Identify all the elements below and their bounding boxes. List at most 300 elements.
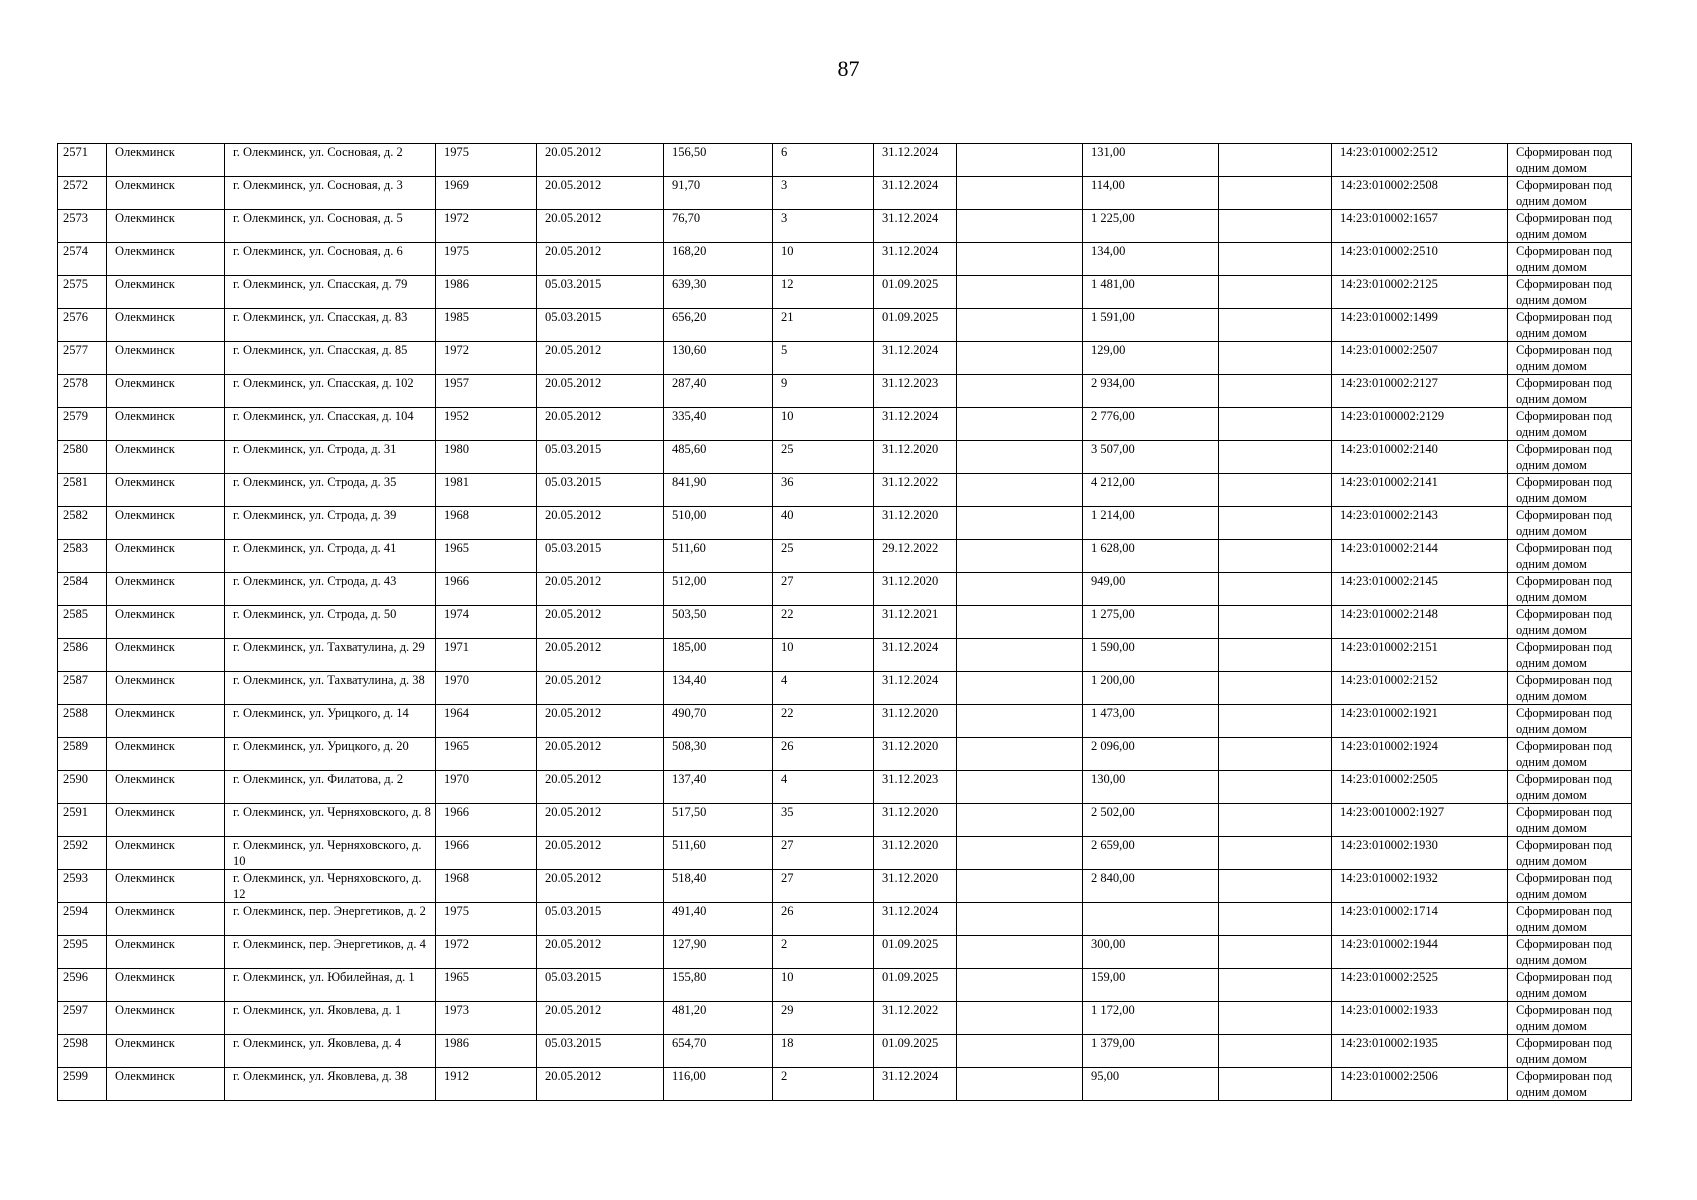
inclusion-date-cell: 20.05.2012 xyxy=(537,210,664,243)
inclusion-date-cell: 20.05.2012 xyxy=(537,870,664,903)
area-cell: 503,50 xyxy=(664,606,773,639)
locality-cell: Олекминск xyxy=(107,309,225,342)
residents-cell: 2 xyxy=(773,936,874,969)
construction-year-cell: 1980 xyxy=(436,441,537,474)
locality-cell: Олекминск xyxy=(107,771,225,804)
locality-cell: Олекминск xyxy=(107,408,225,441)
construction-year-cell: 1964 xyxy=(436,705,537,738)
residents-cell: 27 xyxy=(773,573,874,606)
locality-cell: Олекминск xyxy=(107,705,225,738)
table-row xyxy=(58,309,1632,342)
blank-cell-2 xyxy=(1219,936,1332,969)
table-row xyxy=(58,639,1632,672)
blank-cell xyxy=(957,408,1083,441)
deadline-date-cell: 31.12.2024 xyxy=(874,672,957,705)
row-number-cell: 2590 xyxy=(58,771,107,804)
inclusion-date-cell: 20.05.2012 xyxy=(537,408,664,441)
page-number: 87 xyxy=(837,56,860,81)
residents-cell: 5 xyxy=(773,342,874,375)
cadastral-number-cell: 14:23:010002:2512 xyxy=(1332,144,1508,177)
deadline-date-cell: 31.12.2021 xyxy=(874,606,957,639)
land-area-cell: 1 214,00 xyxy=(1083,507,1219,540)
land-status-cell: Сформирован под одним домом xyxy=(1508,441,1632,474)
locality-cell: Олекминск xyxy=(107,276,225,309)
inclusion-date-cell: 20.05.2012 xyxy=(537,177,664,210)
blank-cell-2 xyxy=(1219,144,1332,177)
residents-cell: 4 xyxy=(773,672,874,705)
address-cell: г. Олекминск, ул. Яковлева, д. 38 xyxy=(225,1068,436,1101)
inclusion-date-cell: 05.03.2015 xyxy=(537,276,664,309)
cadastral-number-cell: 14:23:0010002:1927 xyxy=(1332,804,1508,837)
construction-year-cell: 1912 xyxy=(436,1068,537,1101)
address-cell: г. Олекминск, ул. Строда, д. 50 xyxy=(225,606,436,639)
locality-cell: Олекминск xyxy=(107,441,225,474)
land-area-cell: 3 507,00 xyxy=(1083,441,1219,474)
residents-cell: 3 xyxy=(773,210,874,243)
locality-cell: Олекминск xyxy=(107,606,225,639)
cadastral-number-cell: 14:23:010002:1933 xyxy=(1332,1002,1508,1035)
land-area-cell: 4 212,00 xyxy=(1083,474,1219,507)
land-area-cell: 1 275,00 xyxy=(1083,606,1219,639)
area-cell: 485,60 xyxy=(664,441,773,474)
locality-cell: Олекминск xyxy=(107,639,225,672)
area-cell: 116,00 xyxy=(664,1068,773,1101)
deadline-date-cell: 31.12.2024 xyxy=(874,177,957,210)
address-cell: г. Олекминск, ул. Урицкого, д. 14 xyxy=(225,705,436,738)
area-cell: 168,20 xyxy=(664,243,773,276)
area-cell: 491,40 xyxy=(664,903,773,936)
land-status-cell: Сформирован под одним домом xyxy=(1508,573,1632,606)
area-cell: 654,70 xyxy=(664,1035,773,1068)
deadline-date-cell: 31.12.2020 xyxy=(874,705,957,738)
row-number-cell: 2599 xyxy=(58,1068,107,1101)
area-cell: 518,40 xyxy=(664,870,773,903)
blank-cell xyxy=(957,342,1083,375)
cadastral-number-cell: 14:23:010002:2143 xyxy=(1332,507,1508,540)
blank-cell xyxy=(957,507,1083,540)
blank-cell-2 xyxy=(1219,276,1332,309)
land-status-cell: Сформирован под одним домом xyxy=(1508,903,1632,936)
deadline-date-cell: 31.12.2024 xyxy=(874,210,957,243)
inclusion-date-cell: 20.05.2012 xyxy=(537,672,664,705)
address-cell: г. Олекминск, ул. Яковлева, д. 1 xyxy=(225,1002,436,1035)
land-status-cell: Сформирован под одним домом xyxy=(1508,177,1632,210)
inclusion-date-cell: 05.03.2015 xyxy=(537,969,664,1002)
locality-cell: Олекминск xyxy=(107,375,225,408)
area-cell: 639,30 xyxy=(664,276,773,309)
land-status-cell: Сформирован под одним домом xyxy=(1508,408,1632,441)
land-status-cell: Сформирован под одним домом xyxy=(1508,210,1632,243)
row-number-cell: 2581 xyxy=(58,474,107,507)
inclusion-date-cell: 20.05.2012 xyxy=(537,771,664,804)
locality-cell: Олекминск xyxy=(107,672,225,705)
blank-cell xyxy=(957,375,1083,408)
land-area-cell: 130,00 xyxy=(1083,771,1219,804)
row-number-cell: 2571 xyxy=(58,144,107,177)
residents-cell: 10 xyxy=(773,408,874,441)
construction-year-cell: 1986 xyxy=(436,1035,537,1068)
inclusion-date-cell: 20.05.2012 xyxy=(537,837,664,870)
blank-cell xyxy=(957,276,1083,309)
blank-cell-2 xyxy=(1219,1035,1332,1068)
blank-cell-2 xyxy=(1219,903,1332,936)
address-cell: г. Олекминск, ул. Сосновая, д. 5 xyxy=(225,210,436,243)
locality-cell: Олекминск xyxy=(107,210,225,243)
construction-year-cell: 1974 xyxy=(436,606,537,639)
address-cell: г. Олекминск, ул. Строда, д. 41 xyxy=(225,540,436,573)
residents-cell: 12 xyxy=(773,276,874,309)
land-area-cell: 2 096,00 xyxy=(1083,738,1219,771)
table-row xyxy=(58,507,1632,540)
row-number-cell: 2573 xyxy=(58,210,107,243)
cadastral-number-cell: 14:23:010002:1714 xyxy=(1332,903,1508,936)
land-status-cell: Сформирован под одним домом xyxy=(1508,738,1632,771)
address-cell: г. Олекминск, ул. Сосновая, д. 3 xyxy=(225,177,436,210)
residents-cell: 10 xyxy=(773,243,874,276)
inclusion-date-cell: 20.05.2012 xyxy=(537,144,664,177)
row-number-cell: 2578 xyxy=(58,375,107,408)
blank-cell-2 xyxy=(1219,507,1332,540)
land-status-cell: Сформирован под одним домом xyxy=(1508,144,1632,177)
row-number-cell: 2596 xyxy=(58,969,107,1002)
row-number-cell: 2580 xyxy=(58,441,107,474)
deadline-date-cell: 31.12.2024 xyxy=(874,1068,957,1101)
blank-cell-2 xyxy=(1219,177,1332,210)
deadline-date-cell: 29.12.2022 xyxy=(874,540,957,573)
address-cell: г. Олекминск, ул. Спасская, д. 79 xyxy=(225,276,436,309)
address-cell: г. Олекминск, пер. Энергетиков, д. 2 xyxy=(225,903,436,936)
row-number-cell: 2584 xyxy=(58,573,107,606)
cadastral-number-cell: 14:23:010002:2508 xyxy=(1332,177,1508,210)
blank-cell xyxy=(957,441,1083,474)
land-area-cell: 95,00 xyxy=(1083,1068,1219,1101)
inclusion-date-cell: 20.05.2012 xyxy=(537,639,664,672)
blank-cell xyxy=(957,804,1083,837)
row-number-cell: 2592 xyxy=(58,837,107,870)
cadastral-number-cell: 14:23:010002:1930 xyxy=(1332,837,1508,870)
construction-year-cell: 1972 xyxy=(436,210,537,243)
table-row xyxy=(58,276,1632,309)
construction-year-cell: 1968 xyxy=(436,507,537,540)
land-area-cell: 2 934,00 xyxy=(1083,375,1219,408)
blank-cell xyxy=(957,672,1083,705)
construction-year-cell: 1986 xyxy=(436,276,537,309)
cadastral-number-cell: 14:23:010002:2525 xyxy=(1332,969,1508,1002)
table-row xyxy=(58,1068,1632,1101)
row-number-cell: 2598 xyxy=(58,1035,107,1068)
table-row xyxy=(58,903,1632,936)
address-cell: г. Олекминск, ул. Черняховского, д. 12 xyxy=(225,870,436,903)
table-row xyxy=(58,1002,1632,1035)
land-status-cell: Сформирован под одним домом xyxy=(1508,474,1632,507)
table-row xyxy=(58,771,1632,804)
address-cell: г. Олекминск, ул. Сосновая, д. 2 xyxy=(225,144,436,177)
blank-cell xyxy=(957,903,1083,936)
inclusion-date-cell: 20.05.2012 xyxy=(537,342,664,375)
residents-cell: 40 xyxy=(773,507,874,540)
blank-cell xyxy=(957,771,1083,804)
deadline-date-cell: 01.09.2025 xyxy=(874,936,957,969)
residents-cell: 3 xyxy=(773,177,874,210)
land-area-cell: 134,00 xyxy=(1083,243,1219,276)
land-status-cell: Сформирован под одним домом xyxy=(1508,342,1632,375)
area-cell: 156,50 xyxy=(664,144,773,177)
address-cell: г. Олекминск, ул. Тахватулина, д. 29 xyxy=(225,639,436,672)
area-cell: 134,40 xyxy=(664,672,773,705)
cadastral-number-cell: 14:23:010002:2505 xyxy=(1332,771,1508,804)
table-row xyxy=(58,870,1632,903)
table-row xyxy=(58,606,1632,639)
area-cell: 76,70 xyxy=(664,210,773,243)
construction-year-cell: 1972 xyxy=(436,936,537,969)
land-area-cell: 2 776,00 xyxy=(1083,408,1219,441)
cadastral-number-cell: 14:23:010002:2507 xyxy=(1332,342,1508,375)
table-row xyxy=(58,573,1632,606)
table-row xyxy=(58,375,1632,408)
construction-year-cell: 1969 xyxy=(436,177,537,210)
address-cell: г. Олекминск, пер. Энергетиков, д. 4 xyxy=(225,936,436,969)
row-number-cell: 2597 xyxy=(58,1002,107,1035)
land-status-cell: Сформирован под одним домом xyxy=(1508,837,1632,870)
cadastral-number-cell: 14:23:010002:2506 xyxy=(1332,1068,1508,1101)
blank-cell-2 xyxy=(1219,969,1332,1002)
area-cell: 137,40 xyxy=(664,771,773,804)
row-number-cell: 2585 xyxy=(58,606,107,639)
area-cell: 511,60 xyxy=(664,540,773,573)
land-status-cell: Сформирован под одним домом xyxy=(1508,243,1632,276)
deadline-date-cell: 31.12.2024 xyxy=(874,903,957,936)
blank-cell-2 xyxy=(1219,771,1332,804)
land-status-cell: Сформирован под одним домом xyxy=(1508,804,1632,837)
blank-cell-2 xyxy=(1219,1002,1332,1035)
address-cell: г. Олекминск, ул. Сосновая, д. 6 xyxy=(225,243,436,276)
cadastral-number-cell: 14:23:010002:1924 xyxy=(1332,738,1508,771)
inclusion-date-cell: 05.03.2015 xyxy=(537,441,664,474)
locality-cell: Олекминск xyxy=(107,870,225,903)
address-cell: г. Олекминск, ул. Строда, д. 35 xyxy=(225,474,436,507)
deadline-date-cell: 31.12.2020 xyxy=(874,870,957,903)
table-row xyxy=(58,408,1632,441)
blank-cell-2 xyxy=(1219,738,1332,771)
area-cell: 127,90 xyxy=(664,936,773,969)
address-cell: г. Олекминск, ул. Черняховского, д. 10 xyxy=(225,837,436,870)
row-number-cell: 2588 xyxy=(58,705,107,738)
deadline-date-cell: 31.12.2020 xyxy=(874,507,957,540)
area-cell: 155,80 xyxy=(664,969,773,1002)
residents-cell: 26 xyxy=(773,903,874,936)
deadline-date-cell: 31.12.2024 xyxy=(874,342,957,375)
cadastral-number-cell: 14:23:010002:1499 xyxy=(1332,309,1508,342)
blank-cell-2 xyxy=(1219,1068,1332,1101)
construction-year-cell: 1966 xyxy=(436,804,537,837)
cadastral-number-cell: 14:23:010002:1932 xyxy=(1332,870,1508,903)
land-status-cell: Сформирован под одним домом xyxy=(1508,771,1632,804)
blank-cell xyxy=(957,705,1083,738)
residents-cell: 10 xyxy=(773,639,874,672)
blank-cell-2 xyxy=(1219,309,1332,342)
locality-cell: Олекминск xyxy=(107,969,225,1002)
land-status-cell: Сформирован под одним домом xyxy=(1508,375,1632,408)
inclusion-date-cell: 20.05.2012 xyxy=(537,936,664,969)
area-cell: 481,20 xyxy=(664,1002,773,1035)
row-number-cell: 2586 xyxy=(58,639,107,672)
address-cell: г. Олекминск, ул. Юбилейная, д. 1 xyxy=(225,969,436,1002)
land-area-cell: 1 590,00 xyxy=(1083,639,1219,672)
area-cell: 656,20 xyxy=(664,309,773,342)
inclusion-date-cell: 20.05.2012 xyxy=(537,1068,664,1101)
deadline-date-cell: 31.12.2020 xyxy=(874,573,957,606)
cadastral-number-cell: 14:23:0100002:2129 xyxy=(1332,408,1508,441)
area-cell: 287,40 xyxy=(664,375,773,408)
blank-cell xyxy=(957,606,1083,639)
table-row xyxy=(58,804,1632,837)
blank-cell xyxy=(957,474,1083,507)
address-cell: г. Олекминск, ул. Спасская, д. 102 xyxy=(225,375,436,408)
area-cell: 510,00 xyxy=(664,507,773,540)
land-status-cell: Сформирован под одним домом xyxy=(1508,1068,1632,1101)
address-cell: г. Олекминск, ул. Тахватулина, д. 38 xyxy=(225,672,436,705)
blank-cell xyxy=(957,177,1083,210)
table-row xyxy=(58,441,1632,474)
row-number-cell: 2595 xyxy=(58,936,107,969)
row-number-cell: 2572 xyxy=(58,177,107,210)
construction-year-cell: 1985 xyxy=(436,309,537,342)
land-area-cell: 1 628,00 xyxy=(1083,540,1219,573)
inclusion-date-cell: 20.05.2012 xyxy=(537,507,664,540)
deadline-date-cell: 31.12.2020 xyxy=(874,837,957,870)
cadastral-number-cell: 14:23:010002:1921 xyxy=(1332,705,1508,738)
blank-cell-2 xyxy=(1219,837,1332,870)
inclusion-date-cell: 05.03.2015 xyxy=(537,903,664,936)
cadastral-number-cell: 14:23:010002:1657 xyxy=(1332,210,1508,243)
address-cell: г. Олекминск, ул. Строда, д. 39 xyxy=(225,507,436,540)
table-row xyxy=(58,969,1632,1002)
construction-year-cell: 1970 xyxy=(436,672,537,705)
address-cell: г. Олекминск, ул. Спасская, д. 85 xyxy=(225,342,436,375)
area-cell: 841,90 xyxy=(664,474,773,507)
cadastral-number-cell: 14:23:010002:2140 xyxy=(1332,441,1508,474)
blank-cell xyxy=(957,639,1083,672)
inclusion-date-cell: 20.05.2012 xyxy=(537,375,664,408)
land-area-cell xyxy=(1083,903,1219,936)
blank-cell xyxy=(957,738,1083,771)
construction-year-cell: 1966 xyxy=(436,837,537,870)
residents-cell: 36 xyxy=(773,474,874,507)
construction-year-cell: 1965 xyxy=(436,540,537,573)
land-area-cell: 1 379,00 xyxy=(1083,1035,1219,1068)
blank-cell-2 xyxy=(1219,672,1332,705)
blank-cell-2 xyxy=(1219,639,1332,672)
table-row xyxy=(58,936,1632,969)
cadastral-number-cell: 14:23:010002:2152 xyxy=(1332,672,1508,705)
deadline-date-cell: 31.12.2024 xyxy=(874,243,957,276)
locality-cell: Олекминск xyxy=(107,507,225,540)
construction-year-cell: 1970 xyxy=(436,771,537,804)
deadline-date-cell: 31.12.2020 xyxy=(874,441,957,474)
locality-cell: Олекминск xyxy=(107,837,225,870)
blank-cell-2 xyxy=(1219,573,1332,606)
construction-year-cell: 1965 xyxy=(436,738,537,771)
row-number-cell: 2593 xyxy=(58,870,107,903)
construction-year-cell: 1975 xyxy=(436,144,537,177)
deadline-date-cell: 31.12.2023 xyxy=(874,771,957,804)
land-status-cell: Сформирован под одним домом xyxy=(1508,870,1632,903)
land-area-cell: 2 840,00 xyxy=(1083,870,1219,903)
blank-cell xyxy=(957,969,1083,1002)
locality-cell: Олекминск xyxy=(107,474,225,507)
residents-cell: 27 xyxy=(773,837,874,870)
table-row xyxy=(58,177,1632,210)
blank-cell-2 xyxy=(1219,243,1332,276)
residents-cell: 18 xyxy=(773,1035,874,1068)
area-cell: 130,60 xyxy=(664,342,773,375)
table-row xyxy=(58,342,1632,375)
blank-cell xyxy=(957,1035,1083,1068)
deadline-date-cell: 31.12.2023 xyxy=(874,375,957,408)
land-area-cell: 300,00 xyxy=(1083,936,1219,969)
land-area-cell: 1 200,00 xyxy=(1083,672,1219,705)
blank-cell xyxy=(957,210,1083,243)
area-cell: 91,70 xyxy=(664,177,773,210)
cadastral-number-cell: 14:23:010002:1935 xyxy=(1332,1035,1508,1068)
row-number-cell: 2574 xyxy=(58,243,107,276)
cadastral-number-cell: 14:23:010002:2145 xyxy=(1332,573,1508,606)
blank-cell xyxy=(957,1002,1083,1035)
cadastral-number-cell: 14:23:010002:2141 xyxy=(1332,474,1508,507)
address-cell: г. Олекминск, ул. Спасская, д. 83 xyxy=(225,309,436,342)
deadline-date-cell: 31.12.2024 xyxy=(874,639,957,672)
residents-cell: 6 xyxy=(773,144,874,177)
blank-cell-2 xyxy=(1219,375,1332,408)
land-status-cell: Сформирован под одним домом xyxy=(1508,507,1632,540)
construction-year-cell: 1973 xyxy=(436,1002,537,1035)
land-status-cell: Сформирован под одним домом xyxy=(1508,705,1632,738)
table-row xyxy=(58,738,1632,771)
deadline-date-cell: 31.12.2024 xyxy=(874,408,957,441)
construction-year-cell: 1968 xyxy=(436,870,537,903)
cadastral-number-cell: 14:23:010002:2510 xyxy=(1332,243,1508,276)
land-area-cell: 1 172,00 xyxy=(1083,1002,1219,1035)
area-cell: 508,30 xyxy=(664,738,773,771)
table-row xyxy=(58,705,1632,738)
row-number-cell: 2582 xyxy=(58,507,107,540)
table-row xyxy=(58,540,1632,573)
table-row xyxy=(58,243,1632,276)
table-row xyxy=(58,672,1632,705)
land-status-cell: Сформирован под одним домом xyxy=(1508,1035,1632,1068)
table-row xyxy=(58,144,1632,177)
address-cell: г. Олекминск, ул. Строда, д. 31 xyxy=(225,441,436,474)
locality-cell: Олекминск xyxy=(107,243,225,276)
land-area-cell: 1 591,00 xyxy=(1083,309,1219,342)
locality-cell: Олекминск xyxy=(107,573,225,606)
blank-cell-2 xyxy=(1219,804,1332,837)
land-status-cell: Сформирован под одним домом xyxy=(1508,540,1632,573)
deadline-date-cell: 31.12.2020 xyxy=(874,738,957,771)
blank-cell-2 xyxy=(1219,210,1332,243)
land-status-cell: Сформирован под одним домом xyxy=(1508,1002,1632,1035)
blank-cell-2 xyxy=(1219,540,1332,573)
residents-cell: 4 xyxy=(773,771,874,804)
area-cell: 511,60 xyxy=(664,837,773,870)
blank-cell xyxy=(957,243,1083,276)
blank-cell xyxy=(957,936,1083,969)
locality-cell: Олекминск xyxy=(107,804,225,837)
inclusion-date-cell: 05.03.2015 xyxy=(537,540,664,573)
address-cell: г. Олекминск, ул. Яковлева, д. 4 xyxy=(225,1035,436,1068)
cadastral-number-cell: 14:23:010002:2127 xyxy=(1332,375,1508,408)
locality-cell: Олекминск xyxy=(107,936,225,969)
